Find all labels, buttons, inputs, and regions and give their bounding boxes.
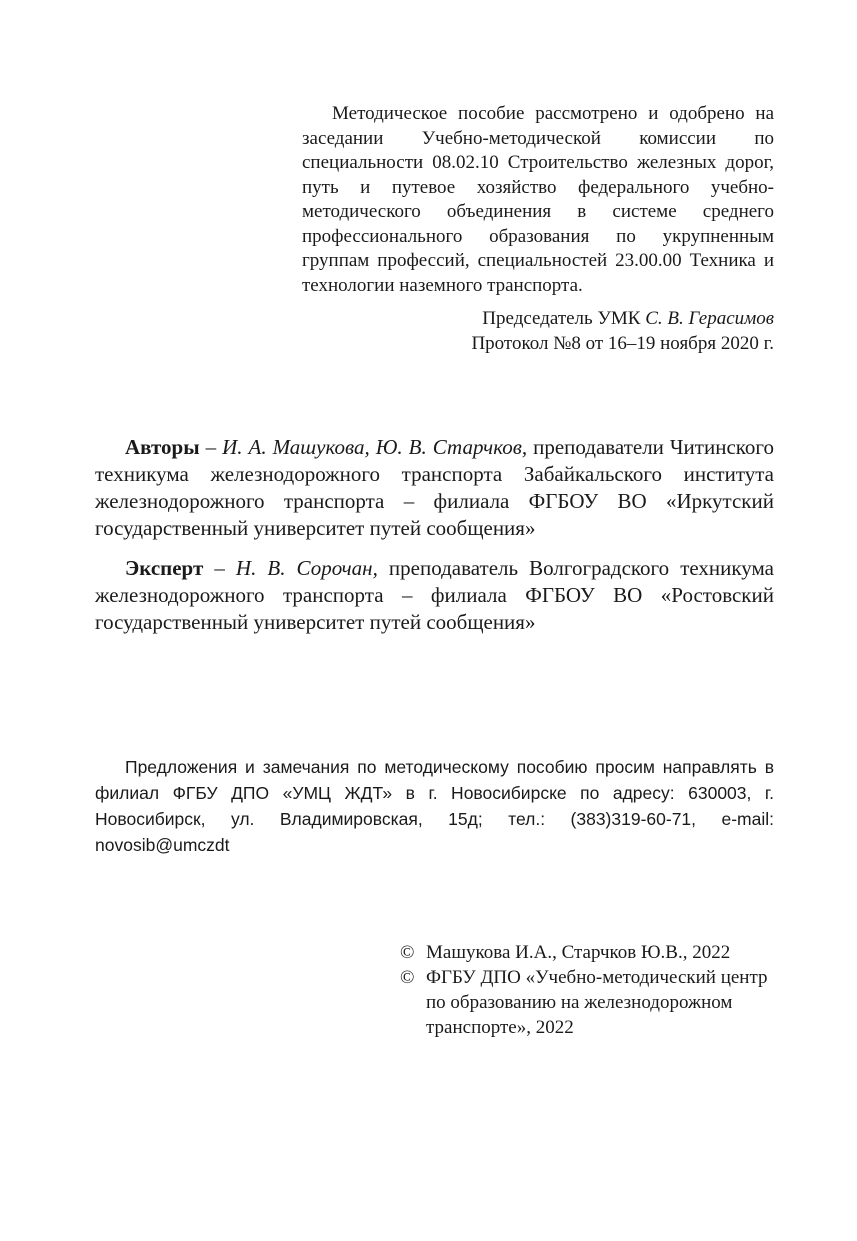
authors-label: Авторы — [125, 435, 200, 459]
approval-text: Методическое пособие рассмотрено и одобрено на заседании Учебно-методической комиссии по специальности 08.02.10 Строительство железных дорог, путь и путевое хозяйство федерального учебно-методического объединения в системе среднего профессионального образования по укрупненным группам профессий, специальностей 23.00.00 Техника и технологии наземного транспорта. — [302, 103, 774, 296]
authors-names: И. А. Машукова, Ю. В. Старчков, — [222, 435, 528, 459]
approval-signature — [302, 306, 774, 356]
approval-block — [302, 102, 774, 356]
copyright-symbol-2: © — [400, 967, 415, 988]
authors-paragraph — [95, 434, 774, 542]
copyright-symbol-1: © — [400, 942, 415, 963]
copyright-line-1: Машукова И.А., Старчков Ю.В., 2022 — [426, 942, 731, 963]
copyright-authors — [400, 940, 780, 965]
chair-line — [302, 306, 774, 331]
expert-description: преподаватель Волгоградского техникума железнодорожного транспорта – филиала ФГБОУ ВО «Ростовский государственный университет путей сообщения» — [95, 556, 774, 634]
expert-dash: – — [203, 556, 236, 580]
chair-name: С. В. Герасимов — [645, 308, 774, 329]
expert-paragraph — [95, 555, 774, 636]
chair-label: Председатель УМК — [482, 308, 641, 329]
protocol-line: Протокол №8 от 16–19 ноября 2020 г. — [471, 333, 774, 354]
copyright-publisher — [400, 965, 780, 1040]
expert-label: Эксперт — [125, 556, 204, 580]
feedback-text: Предложения и замечания по методическому пособию просим направлять в филиал ФГБУ ДПО «УМЦ ЖДТ» в г. Новосибирске по адресу: 630003, г. Новосибирск, ул. Владимировская, 15д; тел.: (383)319-60-71, e-mail: novosib@umczdt — [95, 757, 774, 855]
copyright-block — [400, 940, 780, 1040]
authors-description: преподаватели Читинского техникума железнодорожного транспорта Забайкальского института железнодорожного транспорта – филиала ФГБОУ ВО «Иркутский государственный университет путей сообщения» — [95, 435, 774, 540]
feedback-block — [95, 754, 774, 858]
authors-block — [95, 434, 774, 636]
authors-dash: – — [199, 435, 223, 459]
copyright-line-2: ФГБУ ДПО «Учебно-методический центр по образованию на железнодорожном транспорте», 2022 — [426, 967, 768, 1038]
expert-name: Н. В. Сорочан, — [235, 556, 378, 580]
